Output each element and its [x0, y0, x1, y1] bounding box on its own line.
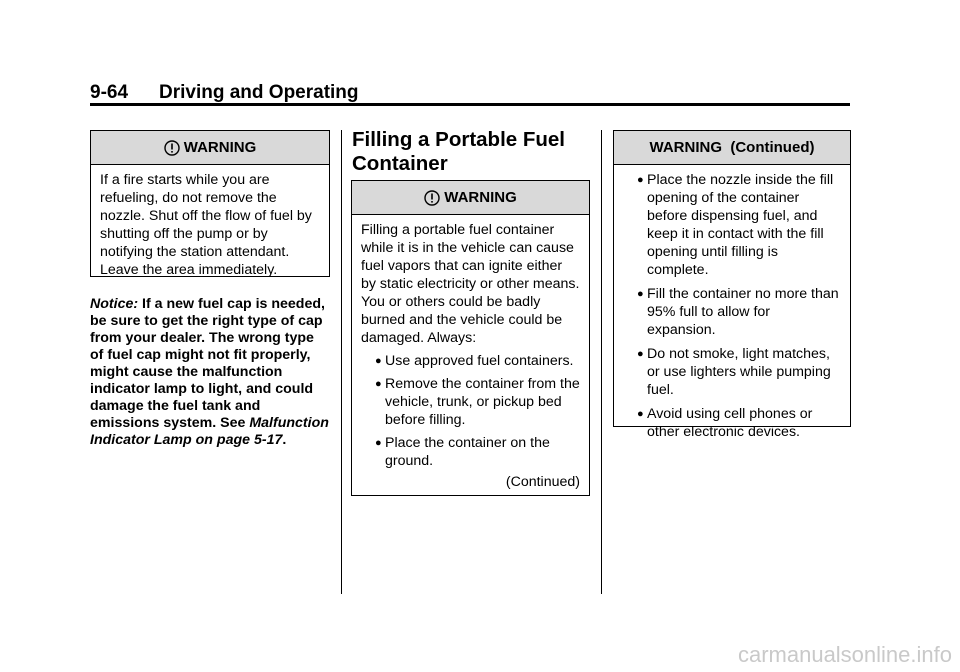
list-item: ● Remove the container from the vehicle, trunk, or pickup bed before filling.	[375, 376, 580, 428]
bullet-icon: ●	[637, 288, 644, 300]
column-divider-2	[601, 130, 602, 594]
continued-warning-box	[613, 130, 851, 440]
portable-container-warning-box	[351, 180, 590, 496]
bullet-icon: ●	[375, 355, 382, 367]
warning-intro: Filling a portable fuel container while it is in the vehicle can cause fuel vapors that can ignite either by static electricity or other means. You or others could be badly burned and the vehicle could be damaged. Always:	[361, 222, 580, 346]
warning-header	[352, 181, 589, 215]
bullet-icon: ●	[375, 437, 382, 449]
section-heading: Filling a Portable Fuel Container	[352, 128, 565, 175]
warning-title: WARNING	[183, 139, 257, 156]
column-divider-1	[341, 130, 342, 594]
notice-label: Notice:	[90, 296, 139, 312]
continued-label: (Continued)	[505, 474, 580, 490]
list-item: ● Place the container on the ground.	[375, 435, 550, 469]
warning-icon	[424, 190, 440, 206]
warning-title: WARNING (Continued)	[649, 139, 815, 156]
bullet-icon: ●	[375, 378, 382, 390]
watermark: carmanualsonline.info	[737, 642, 952, 667]
warning-bullets	[361, 352, 580, 470]
section-title: Driving and Operating	[159, 82, 359, 103]
list-item: ● Do not smoke, light matches, or use lighters while pumping fuel.	[637, 346, 831, 398]
list-item: ● Place the nozzle inside the fill opening of the container before dispensing fuel, and keep it in contact with the fill opening until filling is complete.	[637, 172, 834, 278]
warning-text: If a fire starts while you are refueling, do not remove the nozzle. Shut off the flow of fuel by shutting off the pump or by notifying the station attendant. Leave the area immediately.	[100, 172, 312, 278]
warning-title: WARNING	[444, 189, 517, 206]
notice-paragraph	[90, 296, 330, 449]
fire-warning-box	[90, 130, 330, 277]
warning-content	[614, 165, 850, 455]
warning-icon	[164, 140, 180, 156]
warning-bullets	[623, 171, 841, 441]
warning-header	[91, 131, 329, 165]
warning-header	[614, 131, 850, 165]
notice-text: If a new fuel cap is needed, be sure to get the right type of cap from your dealer. The wrong type of fuel cap might not fit properly, might cause the malfunction indicator lamp to light, and could damage the fuel tank and emissions system. See	[90, 296, 325, 431]
warning-content	[352, 215, 589, 499]
list-item: ● Avoid using cell phones or other electronic devices.	[637, 406, 813, 440]
list-item: ● Use approved fuel containers.	[375, 353, 574, 369]
list-item: ● Fill the container no more than 95% full to allow for expansion.	[637, 286, 839, 338]
notice-crossref-link[interactable]: Malfunction Indicator Lamp on page 5-17	[90, 415, 329, 448]
header-rule	[90, 103, 850, 106]
bullet-icon: ●	[637, 408, 644, 420]
notice-end: .	[282, 432, 287, 448]
bullet-icon: ●	[637, 174, 644, 186]
page-number: 9-64	[90, 82, 129, 103]
bullet-icon: ●	[637, 348, 644, 360]
